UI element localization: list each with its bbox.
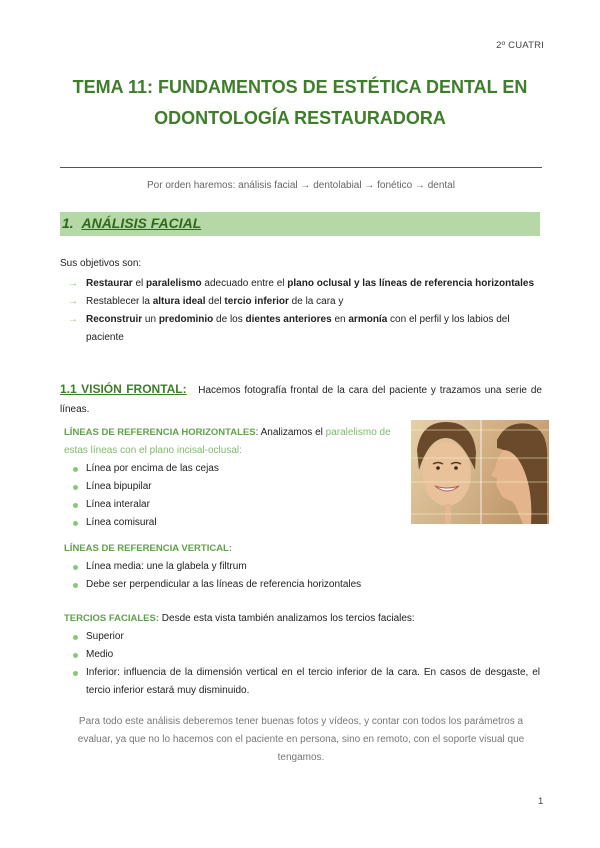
section-number: 1. [62, 215, 74, 231]
horizontal-line-item-text: Línea interalar [86, 499, 150, 510]
bullet-dot-icon [73, 583, 78, 588]
bullet-dot-icon [73, 671, 78, 676]
horizontal-line-item-text: Línea bipupilar [86, 481, 152, 492]
horizontal-line-item [64, 478, 404, 496]
tercio-item-text: Medio [86, 649, 114, 660]
tercios-text: Desde esta vista también analizamos los tercios faciales: [159, 613, 415, 624]
horizontal-line-item [64, 460, 404, 478]
arrow-icon: → [68, 296, 78, 307]
vertical-lines-block [64, 540, 540, 594]
objectives-intro: Sus objetivos son: [60, 258, 142, 269]
objective-text-segment: del [205, 296, 225, 307]
vertical-lines-list [64, 558, 540, 594]
objective-item [60, 275, 544, 293]
bullet-dot-icon [73, 521, 78, 526]
vertical-line-item-text: Línea media: une la glabela y filtrum [86, 561, 247, 572]
objective-item [60, 311, 544, 347]
page-title [60, 72, 540, 134]
vision-frontal-title: 1.1 VISIÓN FRONTAL: [60, 382, 187, 396]
order-line: Por orden haremos: análisis facial → dentolabial → fonético → dental [147, 180, 455, 191]
bullet-dot-icon [73, 635, 78, 640]
vertical-line-item [64, 558, 540, 576]
objective-text-segment: el [132, 278, 147, 289]
objective-text-segment: con el perfil y los labios del paciente [86, 314, 510, 343]
objective-text-segment: de los [213, 314, 246, 325]
objective-text-segment: Restaurar [86, 278, 133, 289]
tercio-item [64, 646, 540, 664]
face-photos-illustration [411, 420, 549, 524]
tercio-item-text: Superior [86, 631, 124, 642]
objective-text-segment: armonía [348, 314, 388, 325]
section-title-text: ANÁLISIS FACIAL [81, 215, 202, 231]
horizontal-lines-text: : Analizamos el [255, 427, 326, 438]
bullet-dot-icon [73, 467, 78, 472]
vertical-line-item [64, 576, 540, 594]
vertical-line-item-text: Debe ser perpendicular a las líneas de referencia horizontales [86, 579, 362, 590]
closing-note: Para todo este análisis deberemos tener buenas fotos y vídeos, y contar con todos los parámetros a evaluar, ya que no lo hacemos con el paciente en persona, sino en remoto, con el soporte visual que tengamos. [77, 716, 525, 763]
title-line-2: ODONTOLOGÍA RESTAURADORA [154, 108, 446, 128]
title-line-1: TEMA 11: FUNDAMENTOS DE ESTÉTICA DENTAL EN [72, 77, 528, 97]
objective-text-segment: Reconstruir [86, 314, 143, 325]
vision-frontal-text: Hacemos fotografía frontal de la cara del paciente y trazamos una serie de líneas. [60, 385, 542, 415]
bullet-dot-icon [73, 565, 78, 570]
horizontal-line-item [64, 496, 404, 514]
tercios-head: TERCIOS FACIALES: [64, 613, 160, 624]
objectives-list [60, 275, 544, 347]
bullet-dot-icon [73, 653, 78, 658]
objective-text-segment: un [142, 314, 159, 325]
header-tag: 2º CUATRI [496, 40, 544, 51]
objective-text-segment: adecuado entre el [201, 278, 288, 289]
tercios-block [64, 610, 540, 700]
objective-text-segment: en [331, 314, 349, 325]
vertical-lines-head: LÍNEAS DE REFERENCIA VERTICAL: [64, 543, 233, 554]
vision-frontal-paragraph [60, 380, 542, 419]
tercio-item [64, 664, 540, 700]
arrow-icon: → [68, 314, 78, 325]
tercios-list [64, 628, 540, 700]
objective-text-segment: paralelismo [146, 278, 202, 289]
bullet-dot-icon [73, 503, 78, 508]
face-reference-photos [411, 420, 549, 524]
section-title [62, 215, 201, 231]
objective-text-segment: plano oclusal y las líneas de referencia horizontales [287, 278, 535, 289]
objective-text-segment: dientes anteriores [245, 314, 332, 325]
tercio-item [64, 628, 540, 646]
objective-text-segment: Restablecer la [86, 296, 153, 307]
arrow-icon: → [68, 278, 78, 289]
horizontal-line-item [64, 514, 404, 532]
horizontal-lines-list [64, 460, 404, 532]
horizontal-lines-head: LÍNEAS DE REFERENCIA HORIZONTALES [64, 427, 256, 438]
horizontal-lines-highlight: paralelismo de estas líneas con el plano incisal-oclusal: [64, 427, 391, 456]
horizontal-lines-block [64, 424, 404, 532]
horizontal-line-item-text: Línea por encima de las cejas [86, 463, 219, 474]
objective-item [60, 293, 544, 311]
objective-text-segment: altura ideal [152, 296, 206, 307]
objective-text-segment: tercio inferior [224, 296, 289, 307]
tercio-item-text: Inferior: influencia de la dimensión vertical en el tercio inferior de la cara. En casos de desgaste, el tercio inferior estará muy disminuido. [86, 667, 540, 696]
horizontal-line-item-text: Línea comisural [86, 517, 157, 528]
objective-text-segment: predominio [158, 314, 214, 325]
objective-text-segment: de la cara y [288, 296, 344, 307]
page-number: 1 [538, 796, 544, 807]
bullet-dot-icon [73, 485, 78, 490]
title-divider [60, 167, 542, 168]
